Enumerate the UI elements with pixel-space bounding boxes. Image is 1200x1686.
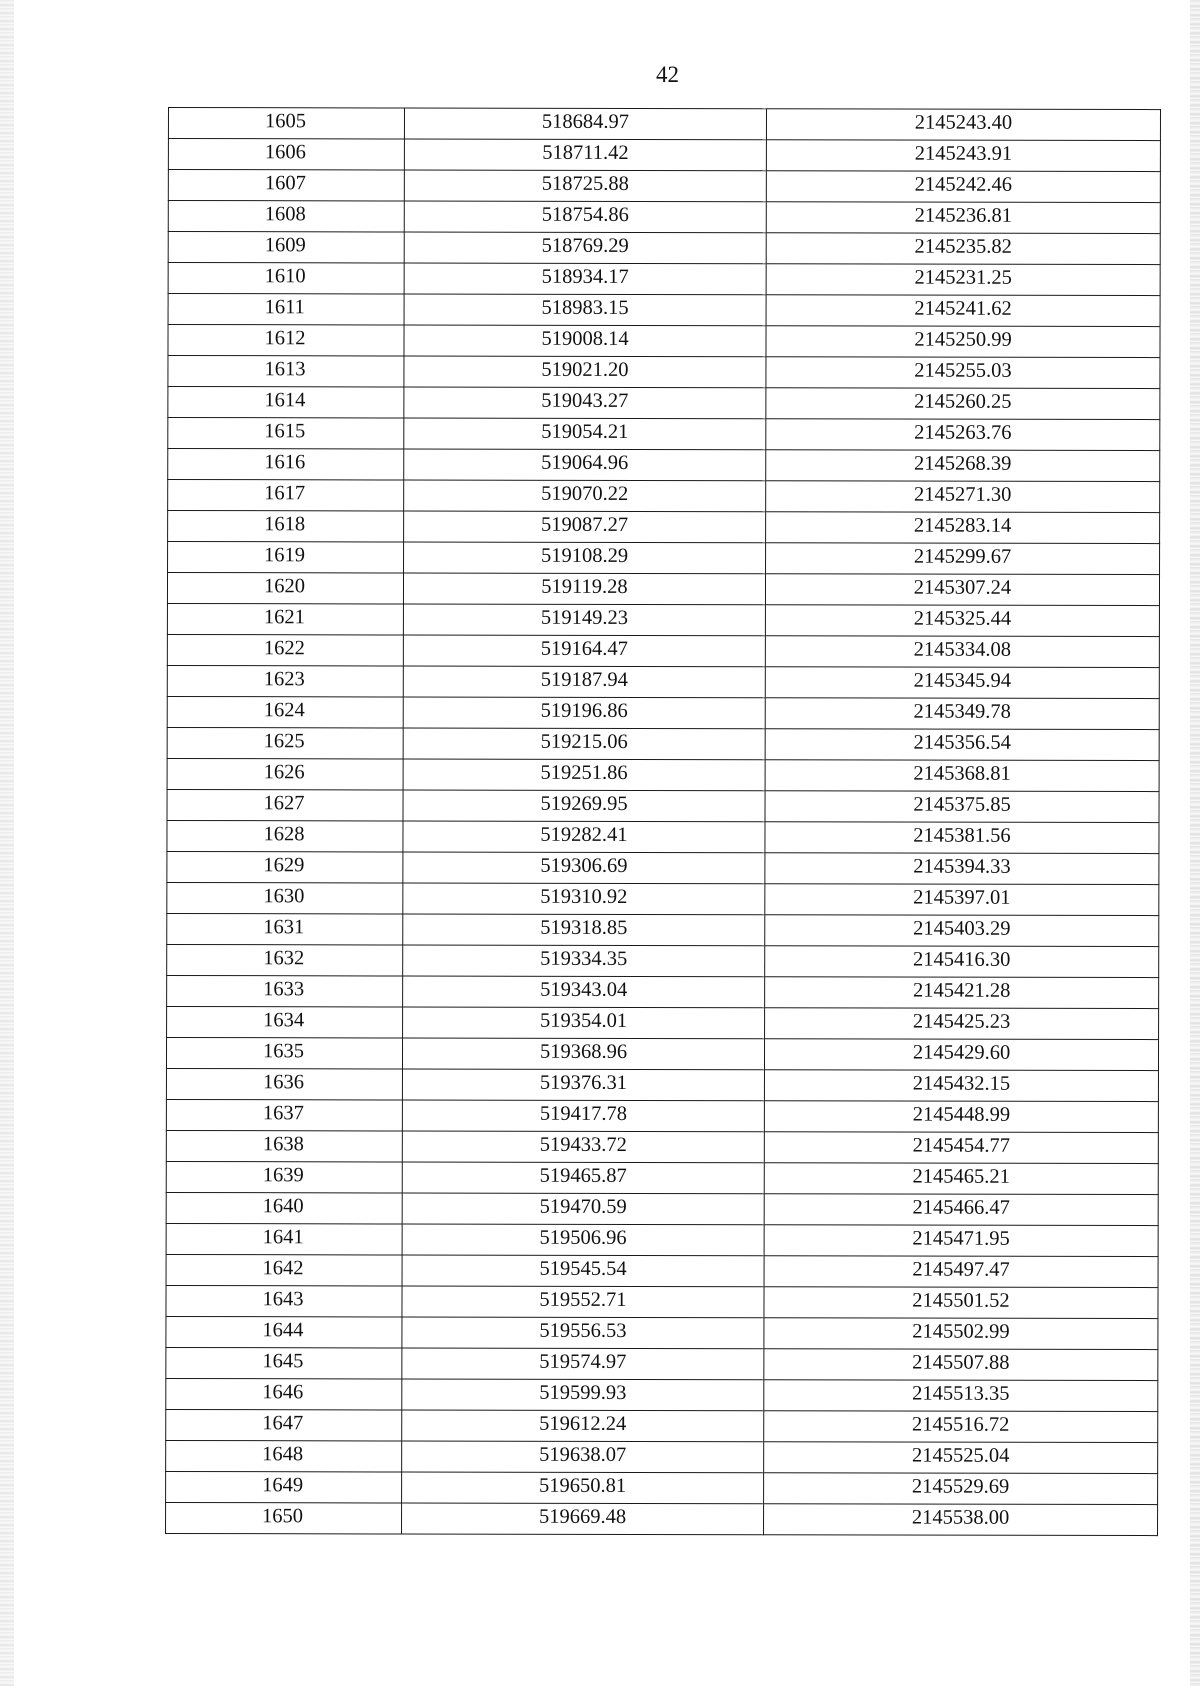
table-row <box>167 944 1159 977</box>
y-coordinate-cell: 2145268.39 <box>766 450 1160 482</box>
y-coordinate-cell: 2145501.52 <box>764 1287 1158 1319</box>
scan-edge-left <box>0 0 14 1686</box>
x-coordinate-cell: 519368.96 <box>402 1038 764 1070</box>
table-row <box>167 758 1159 791</box>
x-coordinate-cell: 519164.47 <box>403 635 765 667</box>
point-number-cell: 1619 <box>168 542 404 573</box>
table-row <box>168 263 1160 296</box>
point-number-cell: 1613 <box>168 356 404 387</box>
point-number-cell: 1627 <box>167 789 403 820</box>
table-row <box>168 449 1160 482</box>
point-number-cell: 1614 <box>168 387 404 418</box>
y-coordinate-cell: 2145516.72 <box>764 1411 1158 1443</box>
x-coordinate-cell: 519354.01 <box>403 1007 765 1039</box>
y-coordinate-cell: 2145425.23 <box>765 1008 1159 1040</box>
point-number-cell: 1620 <box>167 573 403 604</box>
point-number-cell: 1635 <box>166 1037 402 1068</box>
page-number: 42 <box>656 62 679 87</box>
y-coordinate-cell: 2145529.69 <box>764 1473 1158 1505</box>
table-row <box>168 511 1160 544</box>
point-number-cell: 1634 <box>167 1006 403 1037</box>
x-coordinate-cell: 519087.27 <box>404 511 766 543</box>
y-coordinate-cell: 2145397.01 <box>765 884 1159 916</box>
table-row <box>166 1285 1158 1318</box>
table-row <box>168 325 1160 358</box>
point-number-cell: 1618 <box>168 511 404 542</box>
y-coordinate-cell: 2145236.81 <box>766 202 1160 234</box>
x-coordinate-cell: 518725.88 <box>404 170 766 202</box>
table-row <box>166 1099 1158 1132</box>
table-row <box>167 820 1159 853</box>
point-number-cell: 1621 <box>167 603 403 634</box>
table-row <box>167 882 1159 915</box>
table-row <box>167 603 1159 636</box>
table-row <box>166 1254 1158 1287</box>
y-coordinate-cell: 2145416.30 <box>765 946 1159 978</box>
table-row <box>167 634 1159 667</box>
y-coordinate-cell: 2145299.67 <box>766 543 1160 575</box>
point-number-cell: 1631 <box>167 913 403 944</box>
point-number-cell: 1642 <box>166 1254 402 1285</box>
x-coordinate-cell: 519108.29 <box>404 542 766 574</box>
point-number-cell: 1644 <box>166 1316 402 1347</box>
point-number-cell: 1616 <box>168 449 404 480</box>
point-number-cell: 1637 <box>166 1099 402 1130</box>
x-coordinate-cell: 519215.06 <box>403 728 765 760</box>
x-coordinate-cell: 518983.15 <box>404 294 766 326</box>
y-coordinate-cell: 2145432.15 <box>764 1070 1158 1102</box>
table-row <box>168 480 1160 513</box>
x-coordinate-cell: 519334.35 <box>403 945 765 977</box>
table-row <box>167 913 1159 946</box>
x-coordinate-cell: 519506.96 <box>402 1224 764 1256</box>
y-coordinate-cell: 2145421.28 <box>765 977 1159 1009</box>
point-number-cell: 1624 <box>167 696 403 727</box>
point-number-cell: 1647 <box>166 1409 402 1440</box>
table-row <box>166 1409 1158 1442</box>
point-number-cell: 1608 <box>168 201 404 232</box>
coordinates-table-body <box>166 108 1161 1536</box>
table-row <box>167 851 1159 884</box>
y-coordinate-cell: 2145465.21 <box>764 1163 1158 1195</box>
x-coordinate-cell: 519196.86 <box>403 697 765 729</box>
y-coordinate-cell: 2145381.56 <box>765 822 1159 854</box>
x-coordinate-cell: 519612.24 <box>402 1410 764 1442</box>
point-number-cell: 1650 <box>166 1502 402 1533</box>
x-coordinate-cell: 519599.93 <box>402 1379 764 1411</box>
y-coordinate-cell: 2145242.46 <box>766 171 1160 203</box>
y-coordinate-cell: 2145307.24 <box>765 574 1159 606</box>
table-row <box>168 201 1160 234</box>
y-coordinate-cell: 2145513.35 <box>764 1380 1158 1412</box>
y-coordinate-cell: 2145375.85 <box>765 791 1159 823</box>
y-coordinate-cell: 2145368.81 <box>765 760 1159 792</box>
point-number-cell: 1636 <box>166 1068 402 1099</box>
x-coordinate-cell: 518684.97 <box>404 108 766 140</box>
y-coordinate-cell: 2145231.25 <box>766 264 1160 296</box>
point-number-cell: 1639 <box>166 1161 402 1192</box>
y-coordinate-cell: 2145263.76 <box>766 419 1160 451</box>
point-number-cell: 1626 <box>167 758 403 789</box>
y-coordinate-cell: 2145260.25 <box>766 388 1160 420</box>
point-number-cell: 1628 <box>167 820 403 851</box>
point-number-cell: 1615 <box>168 418 404 449</box>
point-number-cell: 1641 <box>166 1223 402 1254</box>
table-row <box>166 1130 1158 1163</box>
x-coordinate-cell: 518769.29 <box>404 232 766 264</box>
y-coordinate-cell: 2145243.40 <box>766 109 1160 141</box>
point-number-cell: 1623 <box>167 665 403 696</box>
x-coordinate-cell: 519470.59 <box>402 1193 764 1225</box>
x-coordinate-cell: 519021.20 <box>404 356 766 388</box>
y-coordinate-cell: 2145525.04 <box>764 1442 1158 1474</box>
point-number-cell: 1632 <box>167 944 403 975</box>
y-coordinate-cell: 2145325.44 <box>765 605 1159 637</box>
y-coordinate-cell: 2145243.91 <box>766 140 1160 172</box>
x-coordinate-cell: 519310.92 <box>403 883 765 915</box>
table-row <box>167 1006 1159 1039</box>
point-number-cell: 1609 <box>168 232 404 263</box>
point-number-cell: 1633 <box>167 975 403 1006</box>
x-coordinate-cell: 519043.27 <box>404 387 766 419</box>
table-row <box>166 1192 1158 1225</box>
table-row <box>168 356 1160 389</box>
x-coordinate-cell: 519650.81 <box>402 1472 764 1504</box>
table-row <box>166 1161 1158 1194</box>
point-number-cell: 1648 <box>166 1440 402 1471</box>
x-coordinate-cell: 518754.86 <box>404 201 766 233</box>
y-coordinate-cell: 2145448.99 <box>764 1101 1158 1133</box>
y-coordinate-cell: 2145502.99 <box>764 1318 1158 1350</box>
x-coordinate-cell: 519669.48 <box>402 1503 764 1535</box>
table-row <box>168 418 1160 451</box>
table-row <box>168 542 1160 575</box>
x-coordinate-cell: 519376.31 <box>402 1069 764 1101</box>
point-number-cell: 1610 <box>168 263 404 294</box>
point-number-cell: 1607 <box>168 170 404 201</box>
y-coordinate-cell: 2145471.95 <box>764 1225 1158 1257</box>
y-coordinate-cell: 2145466.47 <box>764 1194 1158 1226</box>
y-coordinate-cell: 2145349.78 <box>765 698 1159 730</box>
table-row <box>166 1440 1158 1473</box>
point-number-cell: 1612 <box>168 325 404 356</box>
table-row <box>167 665 1159 698</box>
point-number-cell: 1629 <box>167 851 403 882</box>
table-row <box>168 387 1160 420</box>
table-row <box>167 789 1159 822</box>
y-coordinate-cell: 2145454.77 <box>764 1132 1158 1164</box>
table-row <box>166 1347 1158 1380</box>
y-coordinate-cell: 2145255.03 <box>766 357 1160 389</box>
point-number-cell: 1646 <box>166 1378 402 1409</box>
y-coordinate-cell: 2145271.30 <box>766 481 1160 513</box>
x-coordinate-cell: 519417.78 <box>402 1100 764 1132</box>
y-coordinate-cell: 2145345.94 <box>765 667 1159 699</box>
point-number-cell: 1622 <box>167 634 403 665</box>
scan-edge-right <box>1190 0 1200 1686</box>
point-number-cell: 1605 <box>168 108 404 139</box>
table-row <box>167 727 1159 760</box>
table-row <box>166 1223 1158 1256</box>
table-row <box>166 1316 1158 1349</box>
y-coordinate-cell: 2145235.82 <box>766 233 1160 265</box>
point-number-cell: 1640 <box>166 1192 402 1223</box>
point-number-cell: 1649 <box>166 1471 402 1502</box>
x-coordinate-cell: 518711.42 <box>404 139 766 171</box>
table-row <box>167 696 1159 729</box>
y-coordinate-cell: 2145507.88 <box>764 1349 1158 1381</box>
point-number-cell: 1645 <box>166 1347 402 1378</box>
x-coordinate-cell: 519465.87 <box>402 1162 764 1194</box>
table-row <box>166 1068 1158 1101</box>
y-coordinate-cell: 2145394.33 <box>765 853 1159 885</box>
point-number-cell: 1617 <box>168 480 404 511</box>
table-row <box>168 232 1160 265</box>
table-row <box>168 139 1160 172</box>
point-number-cell: 1611 <box>168 294 404 325</box>
x-coordinate-cell: 519070.22 <box>404 480 766 512</box>
coordinates-table <box>165 107 1161 1536</box>
point-number-cell: 1606 <box>168 139 404 170</box>
x-coordinate-cell: 518934.17 <box>404 263 766 295</box>
x-coordinate-cell: 519269.95 <box>403 790 765 822</box>
y-coordinate-cell: 2145250.99 <box>766 326 1160 358</box>
point-number-cell: 1638 <box>166 1130 402 1161</box>
x-coordinate-cell: 519008.14 <box>404 325 766 357</box>
y-coordinate-cell: 2145356.54 <box>765 729 1159 761</box>
table-row <box>168 170 1160 203</box>
table-row <box>168 108 1160 141</box>
point-number-cell: 1625 <box>167 727 403 758</box>
x-coordinate-cell: 519251.86 <box>403 759 765 791</box>
x-coordinate-cell: 519556.53 <box>402 1317 764 1349</box>
x-coordinate-cell: 519282.41 <box>403 821 765 853</box>
x-coordinate-cell: 519149.23 <box>403 604 765 636</box>
y-coordinate-cell: 2145429.60 <box>764 1039 1158 1071</box>
point-number-cell: 1630 <box>167 882 403 913</box>
point-number-cell: 1643 <box>166 1285 402 1316</box>
table-row <box>167 573 1159 606</box>
table-row <box>168 294 1160 327</box>
table-row <box>166 1037 1158 1070</box>
y-coordinate-cell: 2145403.29 <box>765 915 1159 947</box>
y-coordinate-cell: 2145538.00 <box>764 1504 1158 1536</box>
x-coordinate-cell: 519064.96 <box>404 449 766 481</box>
y-coordinate-cell: 2145283.14 <box>766 512 1160 544</box>
x-coordinate-cell: 519433.72 <box>402 1131 764 1163</box>
x-coordinate-cell: 519187.94 <box>403 666 765 698</box>
x-coordinate-cell: 519638.07 <box>402 1441 764 1473</box>
y-coordinate-cell: 2145241.62 <box>766 295 1160 327</box>
table-row <box>166 1378 1158 1411</box>
table-row <box>166 1471 1158 1504</box>
y-coordinate-cell: 2145497.47 <box>764 1256 1158 1288</box>
table-row <box>167 975 1159 1008</box>
x-coordinate-cell: 519119.28 <box>403 573 765 605</box>
y-coordinate-cell: 2145334.08 <box>765 636 1159 668</box>
x-coordinate-cell: 519054.21 <box>404 418 766 450</box>
x-coordinate-cell: 519343.04 <box>403 976 765 1008</box>
x-coordinate-cell: 519318.85 <box>403 914 765 946</box>
table-row <box>166 1502 1158 1535</box>
x-coordinate-cell: 519306.69 <box>403 852 765 884</box>
x-coordinate-cell: 519552.71 <box>402 1286 764 1318</box>
x-coordinate-cell: 519574.97 <box>402 1348 764 1380</box>
x-coordinate-cell: 519545.54 <box>402 1255 764 1287</box>
